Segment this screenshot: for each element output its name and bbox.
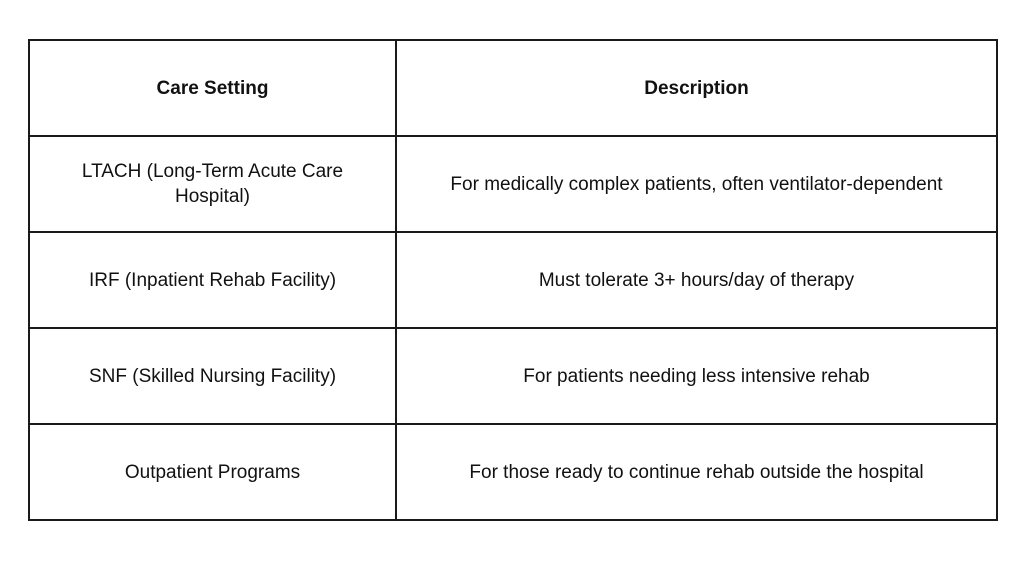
cell-description: For patients needing less intensive rehab: [396, 328, 997, 424]
table-row: [29, 232, 997, 328]
table-row: [29, 328, 997, 424]
cell-care-setting: IRF (Inpatient Rehab Facility): [29, 232, 396, 328]
care-settings-table: [28, 39, 998, 521]
header-description: Description: [396, 40, 997, 136]
header-care-setting: Care Setting: [29, 40, 396, 136]
table-header: [29, 40, 997, 136]
table-row: [29, 136, 997, 232]
header-row: [29, 40, 997, 136]
table-row: [29, 424, 997, 520]
cell-care-setting: SNF (Skilled Nursing Facility): [29, 328, 396, 424]
cell-description: Must tolerate 3+ hours/day of therapy: [396, 232, 997, 328]
cell-description: For those ready to continue rehab outside the hospital: [396, 424, 997, 520]
table-body: [29, 136, 997, 520]
cell-description: For medically complex patients, often ventilator-dependent: [396, 136, 997, 232]
cell-care-setting: Outpatient Programs: [29, 424, 396, 520]
cell-care-setting: LTACH (Long-Term Acute Care Hospital): [29, 136, 396, 232]
